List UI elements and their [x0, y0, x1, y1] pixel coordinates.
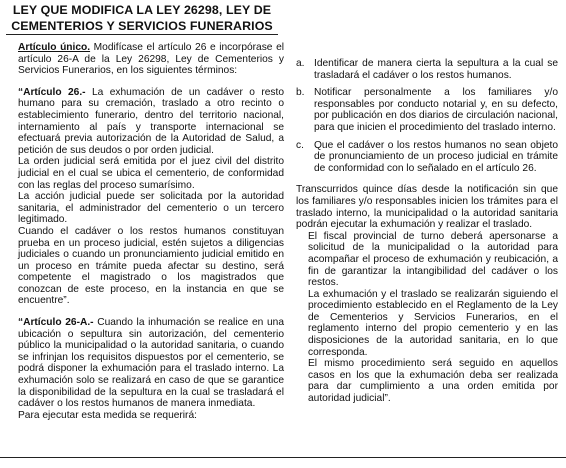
article-26-p2: La orden judicial será emitida por el juez civil del distrito judicial en el cual se ubica el cementerio, de conformidad con las reglas del proceso sumarísimo.	[18, 156, 284, 191]
article-26a-p2: Para ejecutar esta medida se requerirá:	[18, 409, 197, 421]
list-item-letter: c.	[296, 139, 304, 151]
bottom-divider	[0, 457, 566, 458]
article-26a-text: Cuando la inhumación se realice en una ubicación o sepultura sin autorización, del cementerio público la municipalidad o la autoridad sanitaria, o cuando se infrinjan los requisitos dispuestos por el cementerio, se podrá disponer la exhumación para el traslado interno. La exhumación solo se realizará en caso de que se garantice la disponibilidad de la sepultura en la cual se trasladará el cadáver o los restos humanos de manera inmediata.	[18, 317, 284, 410]
law-title-line2: CEMENTERIOS Y SERVICIOS FUNERARIOS	[11, 19, 273, 33]
closing-p3: La exhumación y el traslado se realizarán siguiendo el procedimiento establecido en el Reglamento de la Ley de Cementerios y Servicios Funerarios, en el reglamento interno del propio cementerio y en las disposiciones de la autoridad sanitaria, en lo que corresponda.	[308, 288, 558, 358]
closing-p1: Transcurridos quince días desde la notificación sin que los familiares y/o responsables inicien los trámites para el traslado interno, la municipalidad o la autoridad sanitaria podrán ejecutar la exhumación y realizar el traslado.	[296, 184, 558, 231]
intro-label: Artículo único.	[18, 42, 91, 53]
right-column	[296, 58, 558, 405]
list-item	[296, 140, 558, 175]
list-item-text: Identificar de manera cierta la sepultura a la cual se trasladará el cadáver o los restos humanos.	[314, 58, 558, 81]
law-title-line1: LEY QUE MODIFICA LA LEY 26298, LEY DE	[12, 3, 272, 17]
article-26a-label: “Artículo 26-A.-	[18, 317, 94, 329]
list-item-text: Notificar personalmente a los familiares y/o responsables por conducto notarial y, en su defecto, por publicación en dos diarios de circulación nacional, para que inicien el procedimiento del traslado interno.	[314, 87, 558, 133]
article-26a	[6, 317, 284, 421]
list-item	[296, 87, 558, 133]
intro-text: Modifícase el artículo 26 e incorpórase el artículo 26-A de la Ley 26298, Ley de Cementerios y Servicios Funerarios, en los siguientes términos:	[18, 42, 284, 77]
closing-p2: El fiscal provincial de turno deberá apersonarse a solicitud de la municipalidad o la autoridad para acompañar el proceso de exhumación y reubicación, a fin de garantizar la intangibilidad del cadáver o los restos.	[308, 230, 558, 289]
intro-paragraph	[6, 42, 284, 77]
requirements-list	[296, 58, 558, 174]
article-26a-p1	[18, 317, 284, 410]
list-item-letter: a.	[296, 58, 305, 69]
list-item	[296, 58, 558, 81]
law-title	[6, 2, 278, 35]
list-item-text: Que el cadáver o los restos humanos no sean objeto de pronunciamiento de un proceso judicial en trámite de conformidad con lo señalado en el artículo 26.	[314, 139, 558, 174]
left-column	[6, 42, 284, 421]
article-26-p1	[18, 87, 284, 157]
article-26-label: “Artículo 26.-	[18, 86, 86, 98]
article-26	[6, 87, 284, 307]
article-26-text: La exhumación de un cadáver o resto humano para su cremación, traslado a otro recinto o establecimiento funerario, dentro del territorio nacional, internamiento al país y transporte internacional se efectuará previa autorización de la Autoridad de Salud, a petición de sus deudos o por orden judicial.	[18, 86, 284, 156]
article-26-p4: Cuando el cadáver o los restos humanos constituyan prueba en un proceso judicial, estén sujetos a diligencias judiciales o cuando un pronunciamiento judicial emitido en un proceso en trámite pueda afectar su destino, será competente el magistrado o los magistrados que conozcan de este proceso, en la instancia en que se encuentre”.	[18, 225, 284, 307]
article-26-p3: La acción judicial puede ser solicitada por la autoridad sanitaria, el administrador del cementerio o un tercero legitimado.	[18, 191, 284, 226]
list-item-letter: b.	[296, 87, 305, 99]
closing-section	[296, 184, 558, 404]
closing-p4: El mismo procedimiento será seguido en aquellos casos en los que la exhumación deba ser realizada para dar cumplimiento a una orden emitida por autoridad judicial”.	[308, 358, 558, 405]
